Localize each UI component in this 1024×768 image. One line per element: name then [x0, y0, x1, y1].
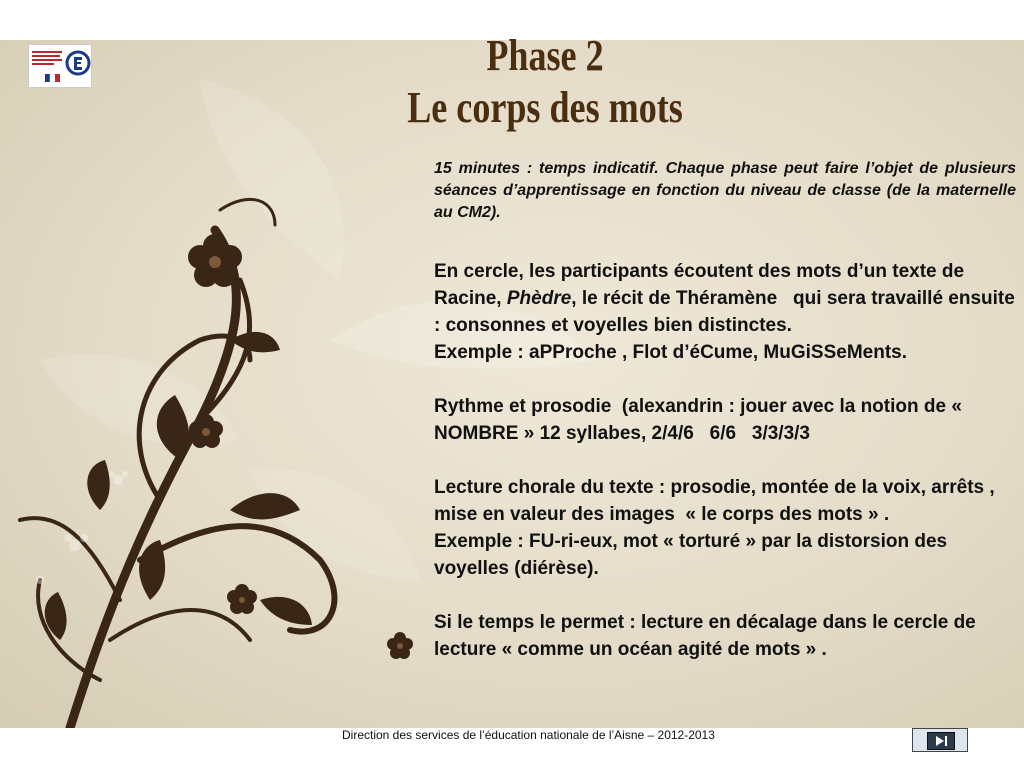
intro-paragraph: 15 minutes : temps indicatif. Chaque phase peut faire l’objet de plusieurs séances d’apprentissage en fonction du niveau de classe (de la maternelle au CM2). [434, 160, 1016, 221]
paragraph-racine [434, 258, 1018, 339]
example-dierese: Exemple : FU-ri-eux, mot « torturé » par la distorsion des voyelles (diérèse). [434, 531, 948, 579]
main-content [434, 258, 1018, 663]
paragraph-racine-end: , le récit de Théramène qui sera travaillé ensuite : consonnes et voyelles bien distinctes. [434, 288, 1015, 336]
paragraph-choral: Lecture chorale du texte : prosodie, montée de la voix, arrêts , mise en valeur des images « le corps des mots » . [434, 477, 995, 525]
example-consonants: Exemple : aPProche , Flot d’éCume, MuGiSSeMents. [434, 342, 907, 363]
paragraph-racine-start: En cercle, les participants écoutent des mots d’un texte de Racine, [434, 261, 965, 309]
next-slide-icon [927, 732, 955, 750]
spacer [434, 447, 1018, 474]
work-title: Phèdre [506, 288, 572, 309]
academy-logo [28, 44, 92, 88]
paragraph-offset-reading: Si le temps le permet : lecture en décalage dans le cercle de lecture « comme un océan agité de mots » . [434, 612, 976, 660]
page-title [369, 30, 722, 134]
title-line-1: Phase 2 [486, 31, 604, 80]
title-line-2: Le corps des mots [407, 83, 683, 132]
paragraph-rhythm: Rythme et prosodie (alexandrin : jouer avec la notion de « NOMBRE » 12 syllabes, 2/4/6 6/6 3/3/3/3 [434, 396, 962, 444]
footer-text: Direction des services de l’éducation nationale de l’Aisne – 2012-2013 [342, 728, 715, 742]
academy-logo-icon [29, 45, 91, 87]
next-slide-button[interactable] [912, 728, 968, 752]
spacer [434, 366, 1018, 393]
play-arrow-icon [928, 733, 954, 749]
spacer [434, 582, 1018, 609]
